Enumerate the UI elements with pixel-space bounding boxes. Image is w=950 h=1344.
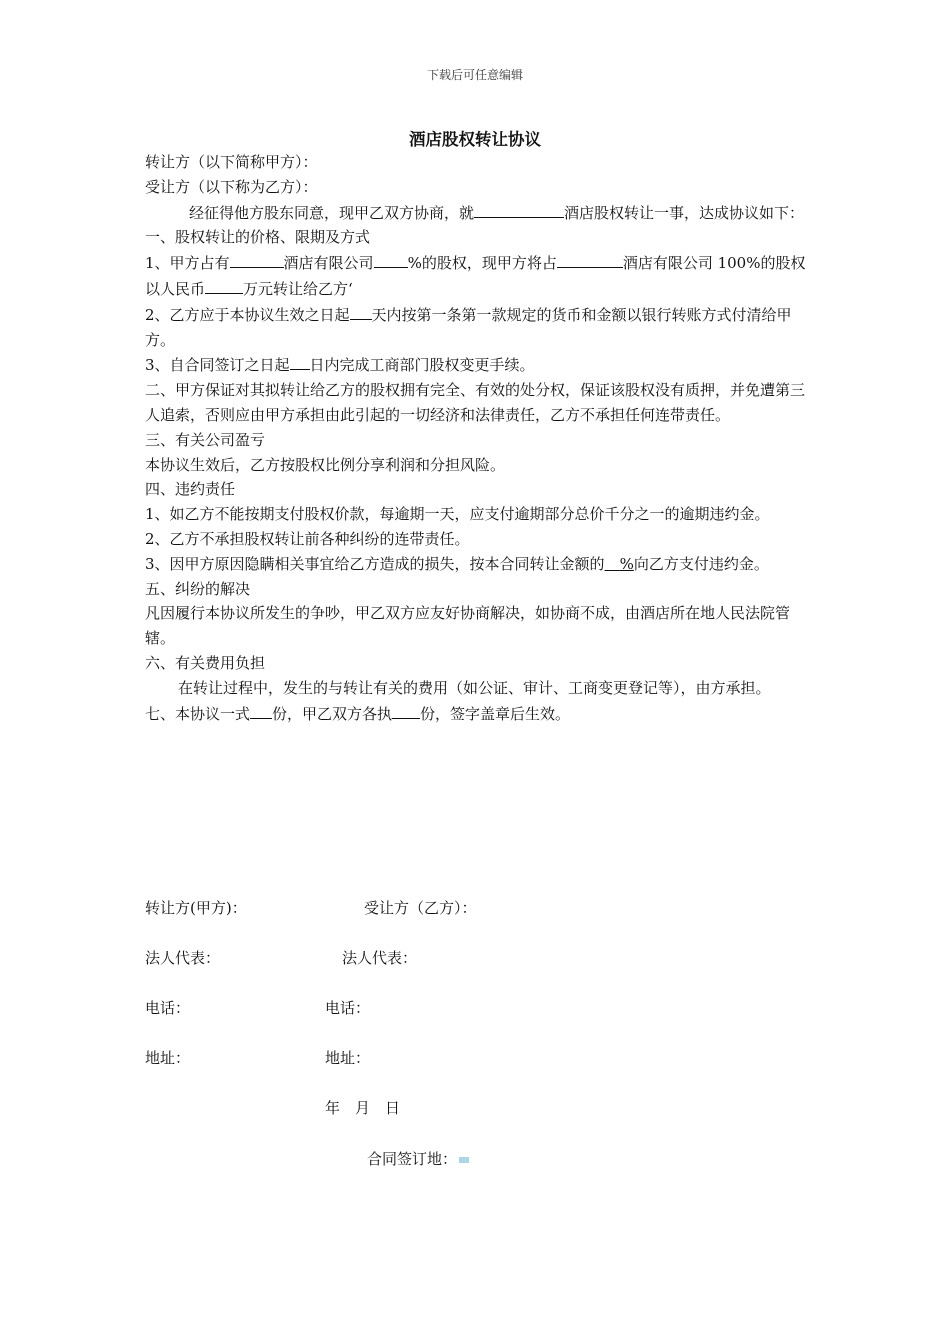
clause-1-2 <box>145 302 810 353</box>
hotel-name-blank <box>474 200 564 218</box>
clause-1-1-b: 酒店有限公司 <box>283 254 374 273</box>
clause-1-3-b: 日内完成工商部门股权变更手续。 <box>309 356 535 375</box>
amount-blank <box>205 276 243 294</box>
copies-blank <box>250 701 272 719</box>
party-a-label: 转让方(甲方)： <box>145 899 247 917</box>
signing-date: 年 月 日 <box>325 1099 401 1117</box>
address-b-label: 地址： <box>325 1049 371 1067</box>
clause-1-2-a: 2、乙方应于本协议生效之日起 <box>145 305 350 324</box>
section-6-heading: 六、有关费用负担 <box>145 653 266 672</box>
section-3-heading: 三、有关公司盈亏 <box>145 430 266 449</box>
intro-text-a: 经征得他方股东同意，现甲乙双方协商，就 <box>189 203 475 222</box>
clause-1-1-e: 万元转让给乙方‘ <box>243 279 353 298</box>
clause-4-3 <box>145 552 810 577</box>
signing-place-line <box>367 1148 469 1169</box>
section-4-heading: 四、违约责任 <box>145 480 236 499</box>
section-7-b: 份，甲乙双方各执 <box>272 704 393 723</box>
penalty-percent-blank <box>605 555 634 573</box>
phone-a-label: 电话： <box>145 999 191 1017</box>
days-blank-2 <box>290 352 310 370</box>
address-a-label: 地址： <box>145 1049 191 1067</box>
section-5-heading: 五、纠纷的解决 <box>145 579 251 598</box>
party-b-label: 受让方（乙方）： <box>364 899 477 917</box>
phone-b-label: 电话： <box>325 999 371 1017</box>
section-5-body: 凡因履行本协议所发生的争吵，甲乙双方应友好协商解决，如协商不成，由酒店所在地人民法院管辖。 <box>145 604 791 648</box>
document-title: 酒店股权转让协议 <box>409 130 541 149</box>
section-3-body: 本协议生效后，乙方按股权比例分享利润和分担风险。 <box>145 455 506 474</box>
clause-4-3-c: 向乙方支付违约金。 <box>633 554 769 573</box>
agreement-body <box>145 150 810 726</box>
page-header-note: 下载后可任意编辑 <box>426 68 523 82</box>
clause-4-3-a: 3、因甲方原因隐瞒相关事宜给乙方造成的损失，按本合同转让金额的 <box>145 554 605 573</box>
transferor-line: 转让方（以下简称甲方）： <box>145 153 318 171</box>
clause-1-1 <box>145 250 810 302</box>
clause-1-3 <box>145 352 810 378</box>
clause-4-2: 2、乙方不承担股权转让前各种纠纷的连带责任。 <box>145 529 470 548</box>
percent-blank <box>374 250 408 268</box>
clause-1-3-a: 3、自合同签订之日起 <box>145 356 290 375</box>
section-6-body: 在转让过程中，发生的与转让有关的费用（如公证、审计、工商变更登记等），由方承担。 <box>178 678 771 697</box>
intro-paragraph <box>145 200 810 226</box>
section-1-heading: 一、股权转让的价格、限期及方式 <box>145 228 371 247</box>
clause-1-2-b: 天内按第一条第一款规定的货币和金额以银行转账方式付清给甲方。 <box>145 305 792 349</box>
penalty-percent-sign: % <box>619 554 634 573</box>
hotel-blank-2 <box>557 250 623 268</box>
copies-each-blank <box>392 701 420 719</box>
section-7-a: 七、本协议一式 <box>145 704 251 723</box>
clause-1-1-d: 酒店有限公司 100%的股权以人民币 <box>145 254 806 298</box>
signing-place-label: 合同签订地： <box>367 1150 458 1168</box>
place-marker-icon <box>459 1157 469 1163</box>
hotel-blank-1 <box>230 250 284 268</box>
section-7-c: 份，签字盖章后生效。 <box>420 704 571 723</box>
clause-4-1: 1、如乙方不能按期支付股权价款，每逾期一天，应支付逾期部分总价千分之一的逾期违约金。 <box>145 505 770 524</box>
section-2: 二、甲方保证对其拟转让给乙方的股权拥有完全、有效的处分权，保证该股权没有质押，并免遭第三人追索，否则应由甲方承担由此引起的一切经济和法律责任，乙方不承担任何连带责任。 <box>145 381 806 424</box>
transferee-line: 受让方（以下称为乙方）： <box>145 177 318 196</box>
days-blank <box>350 302 372 320</box>
clause-1-1-c: %的股权，现甲方将占 <box>407 254 557 273</box>
legal-rep-b-label: 法人代表： <box>342 949 418 967</box>
section-7 <box>145 701 810 727</box>
intro-text-b: 酒店股权转让一事，达成协议如下： <box>564 203 805 222</box>
clause-1-1-a: 1、甲方占有 <box>145 254 230 273</box>
legal-rep-a-label: 法人代表： <box>145 949 221 967</box>
